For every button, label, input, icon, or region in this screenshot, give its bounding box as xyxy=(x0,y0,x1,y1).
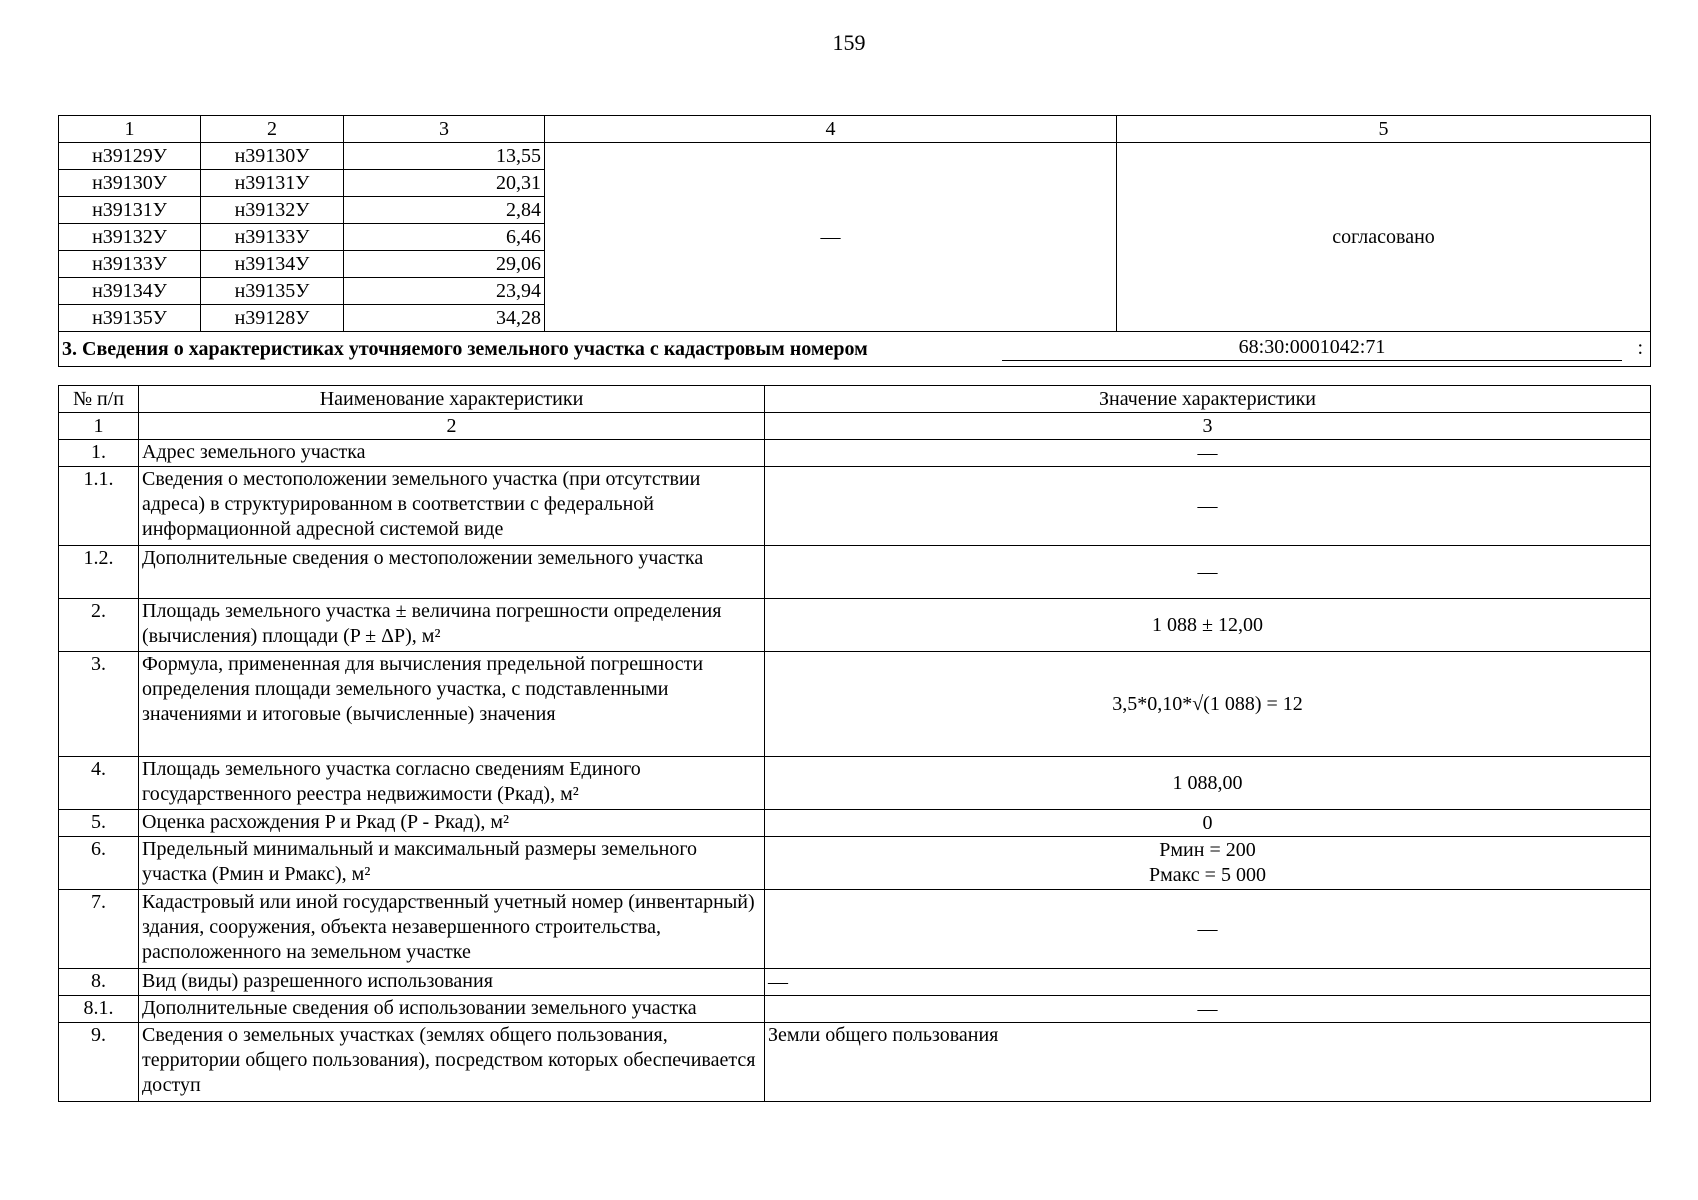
distance: 29,06 xyxy=(344,251,545,278)
table-row xyxy=(59,996,1651,1023)
characteristics-number-row xyxy=(59,413,1651,440)
distance: 13,55 xyxy=(344,143,545,170)
section-title: 3. Сведения о характеристиках уточняемого земельного участка с кадастровым номером xyxy=(62,338,868,360)
point-to: н39128У xyxy=(201,305,344,332)
table-row xyxy=(59,1023,1651,1102)
table-row xyxy=(59,757,1651,810)
row-value: — xyxy=(765,546,1651,599)
row-name: Формула, примененная для вычисления предельной погрешности определения площади земельного участка, с подставленными значениями и итоговые (вычисленные) значения xyxy=(139,652,765,757)
point-from: н39130У xyxy=(59,170,201,197)
row-name: Дополнительные сведения о местоположении земельного участка xyxy=(139,546,765,599)
section-header-row xyxy=(59,332,1651,367)
header-col-number-1: 1 xyxy=(59,413,139,440)
row-number: 5. xyxy=(59,810,139,837)
row-name: Дополнительные сведения об использовании земельного участка xyxy=(139,996,765,1023)
row-name: Оценка расхождения P и Ркад (P - Ркад), м² xyxy=(139,810,765,837)
distance: 2,84 xyxy=(344,197,545,224)
col-header-1: 1 xyxy=(59,116,201,143)
row-number: 4. xyxy=(59,757,139,810)
point-to: н39133У xyxy=(201,224,344,251)
row-value: — xyxy=(765,969,1651,996)
boundary-header-row xyxy=(59,116,1651,143)
row-value: — xyxy=(765,440,1651,467)
section-header-cell xyxy=(59,332,1651,367)
row-number: 2. xyxy=(59,599,139,652)
point-to: н39130У xyxy=(201,143,344,170)
point-from: н39135У xyxy=(59,305,201,332)
table-row xyxy=(59,143,1651,170)
row-name: Вид (виды) разрешенного использования xyxy=(139,969,765,996)
header-value: Значение характеристики xyxy=(765,386,1651,413)
cadastral-colon: : xyxy=(1637,337,1643,359)
point-from: н39132У xyxy=(59,224,201,251)
col-header-5: 5 xyxy=(1117,116,1651,143)
row-value: — xyxy=(765,996,1651,1023)
distance: 23,94 xyxy=(344,278,545,305)
row-name: Сведения о местоположении земельного участка (при отсутствии адреса) в структурированном в соответствии с федеральной информационной адресной системой виде xyxy=(139,467,765,546)
distance: 20,31 xyxy=(344,170,545,197)
row-number: 9. xyxy=(59,1023,139,1102)
point-from: н39134У xyxy=(59,278,201,305)
table-row xyxy=(59,837,1651,890)
row-number: 1.2. xyxy=(59,546,139,599)
row-value-cell xyxy=(765,837,1651,890)
header-name: Наименование характеристики xyxy=(139,386,765,413)
row-number: 7. xyxy=(59,890,139,969)
row-number: 1.1. xyxy=(59,467,139,546)
row-value: 3,5*0,10*√(1 088) = 12 xyxy=(765,652,1651,757)
section-header xyxy=(62,332,1647,366)
point-to: н39134У xyxy=(201,251,344,278)
table-row xyxy=(59,467,1651,546)
cadastral-number: 68:30:0001042:71 xyxy=(1002,334,1622,361)
distance: 34,28 xyxy=(344,305,545,332)
table-row xyxy=(59,599,1651,652)
point-from: н39129У xyxy=(59,143,201,170)
row-name: Сведения о земельных участках (землях общего пользования, территории общего пользования), посредством которых обеспечивается доступ xyxy=(139,1023,765,1102)
distance: 6,46 xyxy=(344,224,545,251)
row-number: 8.1. xyxy=(59,996,139,1023)
col-header-2: 2 xyxy=(201,116,344,143)
row-name: Предельный минимальный и максимальный размеры земельного участка (Рмин и Рмакс), м² xyxy=(139,837,765,890)
row-value: — xyxy=(765,467,1651,546)
header-col-number-3: 3 xyxy=(765,413,1651,440)
row-number: 6. xyxy=(59,837,139,890)
col-header-3: 3 xyxy=(344,116,545,143)
col4-merged: — xyxy=(545,143,1117,332)
table-row xyxy=(59,546,1651,599)
characteristics-table xyxy=(58,385,1651,1102)
row-name: Адрес земельного участка xyxy=(139,440,765,467)
table-row xyxy=(59,810,1651,837)
table-row xyxy=(59,440,1651,467)
point-from: н39131У xyxy=(59,197,201,224)
row-value: 0 xyxy=(765,810,1651,837)
table-row xyxy=(59,969,1651,996)
point-to: н39132У xyxy=(201,197,344,224)
row-value: 1 088 ± 12,00 xyxy=(765,599,1651,652)
row-value: 1 088,00 xyxy=(765,757,1651,810)
point-from: н39133У xyxy=(59,251,201,278)
area-max: Рмакс = 5 000 xyxy=(1149,864,1266,886)
row-name: Площадь земельного участка согласно сведениям Единого государственного реестра недвижимости (Ркад), м² xyxy=(139,757,765,810)
col-header-4: 4 xyxy=(545,116,1117,143)
table-row xyxy=(59,890,1651,969)
characteristics-header-row xyxy=(59,386,1651,413)
row-number: 8. xyxy=(59,969,139,996)
row-name: Кадастровый или иной государственный учетный номер (инвентарный) здания, сооружения, объекта незавершенного строительства, расположенного на земельном участке xyxy=(139,890,765,969)
table-row xyxy=(59,652,1651,757)
page-number: 159 xyxy=(832,30,866,55)
header-number: № п/п xyxy=(59,386,139,413)
point-to: н39131У xyxy=(201,170,344,197)
point-to: н39135У xyxy=(201,278,344,305)
boundary-table xyxy=(58,115,1651,367)
row-value: Земли общего пользования xyxy=(765,1023,1651,1102)
row-value: — xyxy=(765,890,1651,969)
header-col-number-2: 2 xyxy=(139,413,765,440)
row-name: Площадь земельного участка ± величина погрешности определения (вычисления) площади (P ± ΔP), м² xyxy=(139,599,765,652)
col5-merged: согласовано xyxy=(1117,143,1651,332)
row-number: 3. xyxy=(59,652,139,757)
area-min: Рмин = 200 xyxy=(1159,839,1256,861)
row-number: 1. xyxy=(59,440,139,467)
